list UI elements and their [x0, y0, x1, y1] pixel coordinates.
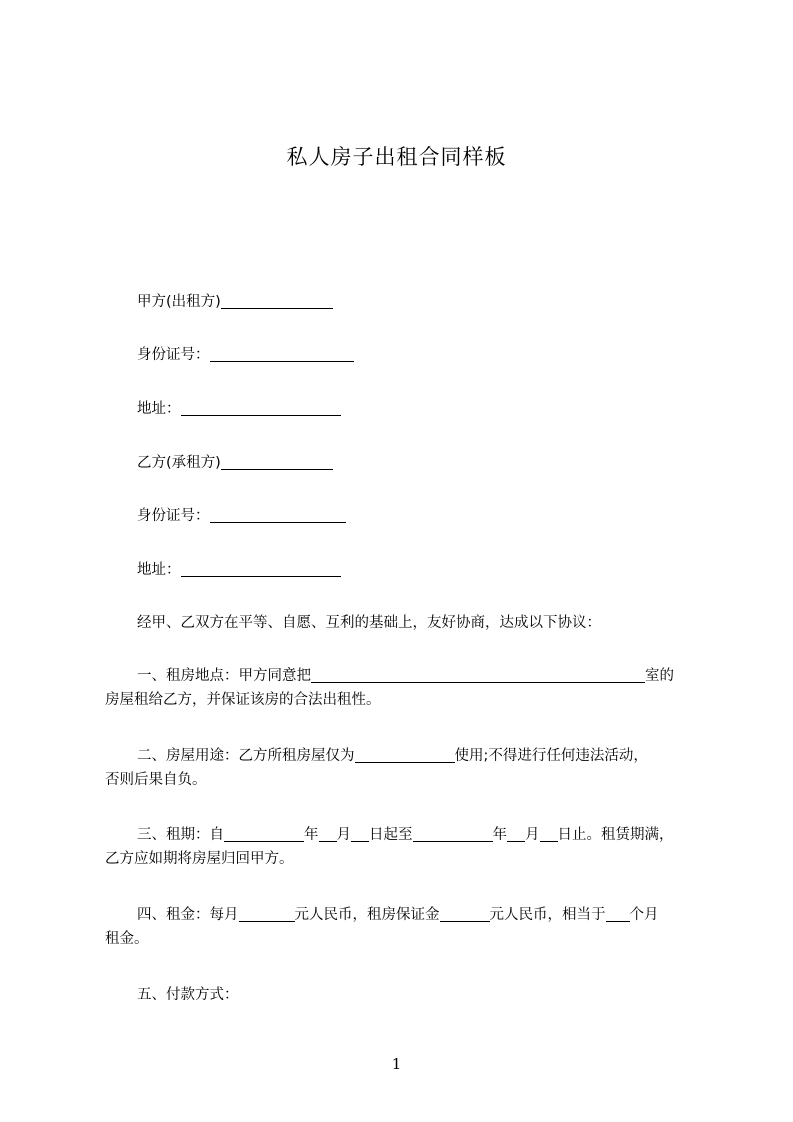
- party-b-id-blank[interactable]: [210, 506, 346, 523]
- clause-3-end-month-blank[interactable]: [507, 825, 525, 842]
- intro-paragraph: 经甲、乙双方在平等、自愿、互利的基础上，友好协商，达成以下协议：: [137, 615, 601, 631]
- clause-2: [105, 744, 701, 792]
- clause-2-text-a: 二、房屋用途：乙方所租房屋仅为: [137, 748, 355, 764]
- clause-3-day-2: 日止。租赁期满，: [557, 827, 674, 843]
- clause-4-text-a: 四、租金：每月: [137, 907, 239, 923]
- clause-4-rent-blank[interactable]: [239, 905, 295, 922]
- party-a-label: 甲方(出租方): [137, 294, 221, 310]
- clause-4-line-2: 租金。: [105, 931, 149, 947]
- party-b-label: 乙方(承租方): [137, 455, 221, 471]
- page-number: 1: [391, 1055, 402, 1073]
- clause-4: [105, 903, 701, 951]
- clause-4-deposit-blank[interactable]: [440, 905, 490, 922]
- clause-3-start-day-blank[interactable]: [351, 825, 369, 842]
- clause-2-line-1: [137, 744, 701, 768]
- clause-3: [105, 823, 701, 871]
- party-b-id-label: 身份证号：: [137, 508, 210, 524]
- clause-4-months-blank[interactable]: [606, 905, 630, 922]
- party-b-address-label: 地址：: [137, 562, 181, 578]
- party-a-id-blank[interactable]: [210, 345, 354, 362]
- clause-3-day-1: 日起至: [369, 827, 413, 843]
- clause-3-year-2: 年: [492, 827, 507, 843]
- clause-2-line-2: 否则后果自负。: [105, 772, 207, 788]
- clause-1-line-1: [137, 664, 701, 688]
- party-b-id-row: [137, 504, 346, 528]
- clause-3-text-a: 三、租期：自: [137, 827, 224, 843]
- party-a-row: [137, 290, 333, 314]
- party-a-name-blank[interactable]: [221, 292, 333, 309]
- party-a-id-row: [137, 343, 354, 367]
- party-b-row: [137, 451, 333, 475]
- clause-2-usage-blank[interactable]: [355, 746, 455, 763]
- clause-1: [105, 664, 701, 712]
- clause-3-end-day-blank[interactable]: [540, 825, 558, 842]
- clause-3-line-2: 乙方应如期将房屋归回甲方。: [105, 851, 294, 867]
- clause-3-line-1: [137, 823, 701, 847]
- clause-3-month-1: 月: [336, 827, 351, 843]
- party-a-address-label: 地址：: [137, 401, 181, 417]
- page-title: 私人房子出租合同样板: [286, 145, 507, 169]
- clause-1-line-2: 房屋租给乙方，并保证该房的合法出租性。: [105, 692, 381, 708]
- clause-4-text-d: 个月: [629, 907, 659, 923]
- clause-4-text-c: 元人民币，相当于: [489, 907, 606, 923]
- party-a-address-row: [137, 397, 341, 421]
- clause-1-address-blank[interactable]: [311, 666, 645, 683]
- clause-3-end-year-blank[interactable]: [413, 825, 493, 842]
- clause-4-line-1: [137, 903, 701, 927]
- clause-1-text-a: 一、租房地点：甲方同意把: [137, 668, 311, 684]
- clause-4-text-b: 元人民币，租房保证金: [294, 907, 440, 923]
- clause-3-year-1: 年: [304, 827, 319, 843]
- party-a-address-blank[interactable]: [181, 399, 341, 416]
- clause-5-heading: 五、付款方式：: [137, 987, 239, 1003]
- party-b-name-blank[interactable]: [221, 453, 333, 470]
- party-b-address-blank[interactable]: [181, 560, 341, 577]
- party-b-address-row: [137, 558, 341, 582]
- clause-2-text-b: 使用;不得进行任何违法活动，: [454, 748, 648, 764]
- party-a-id-label: 身份证号：: [137, 347, 210, 363]
- clause-3-start-month-blank[interactable]: [319, 825, 337, 842]
- clause-3-month-2: 月: [525, 827, 540, 843]
- clause-3-start-year-blank[interactable]: [224, 825, 304, 842]
- clause-1-text-b: 室的: [645, 668, 674, 684]
